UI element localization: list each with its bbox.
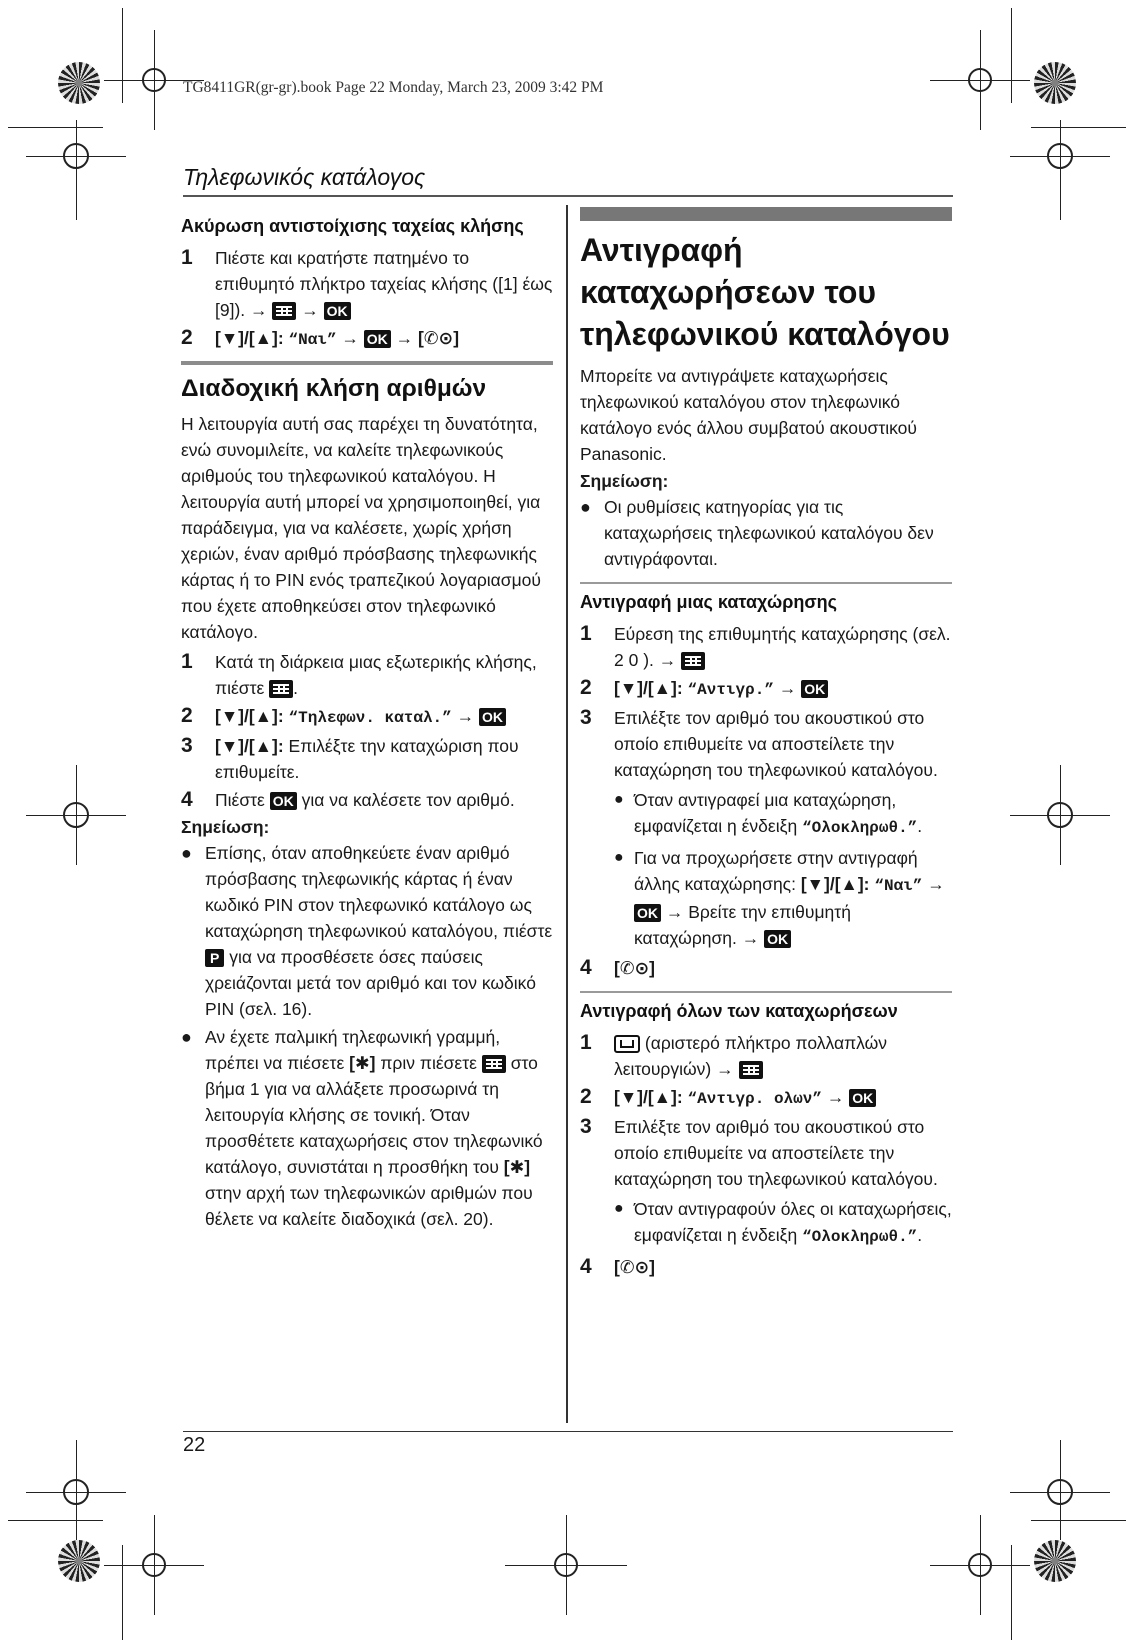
step-text: [▼]/[▲]: “Αντιγρ.” → OK (614, 675, 952, 703)
step-number: 1 (580, 622, 592, 645)
right-column (580, 205, 952, 1282)
left-column (181, 210, 553, 1234)
registration-target-icon (968, 68, 992, 92)
registration-target-icon (1047, 1479, 1073, 1505)
color-wheel-icon (1034, 1540, 1076, 1582)
display-message: “Ολοκληρωθ.” (802, 1228, 918, 1246)
menu-key-icon (482, 1055, 506, 1073)
ok-key-icon: OK (634, 904, 661, 922)
registration-target-icon (63, 1479, 89, 1505)
pause-key-icon: P (205, 949, 224, 967)
off-key-icon: [✆⊙] (614, 1257, 655, 1277)
note-bullet: ● Οι ρυθμίσεις κατηγορίας για τις καταχωρήσεις τηλεφωνικού καταλόγου δεν αντιγράφονται. (580, 494, 952, 572)
navigator-keys: [▼]/[▲]: (614, 678, 683, 698)
step-number: 4 (580, 956, 592, 979)
copy-all-heading: Αντιγραφή όλων των καταχωρήσεων (580, 1001, 898, 1021)
step-item (580, 1114, 952, 1192)
step-item (580, 1084, 952, 1112)
step-number: 3 (580, 706, 592, 729)
step-number: 3 (181, 734, 193, 757)
chain-dial-heading: Διαδοχική κλήση αριθμών (181, 375, 487, 402)
step-text: [▼]/[▲]: Επιλέξτε την καταχώριση που επιθυμείτε. (215, 736, 519, 782)
sub-bullet: ● Όταν αντιγραφεί μια καταχώρηση, εμφανίζεται η ένδειξη “Ολοκληρωθ.”. (614, 787, 952, 841)
section-rule (580, 991, 952, 993)
note-bullet: ● Επίσης, όταν αποθηκεύετε έναν αριθμό πρόσβασης τηλεφωνικής κάρτας ή έναν κωδικό PIN στον τηλεφωνικό κατάλογο ως καταχώρηση τηλεφωνικού καταλόγου, πιέστε P για να προσθέσετε όσες παύσεις χρειάζονται μετά τον αριθμό και τον κωδικό PIN (σελ. 16). (181, 840, 553, 1022)
off-key-icon: [✆⊙] (614, 958, 655, 978)
display-option: “Ναι” (288, 331, 337, 349)
step-item (181, 787, 553, 813)
step-number: 1 (580, 1031, 592, 1054)
registration-target-icon (554, 1553, 578, 1577)
menu-key-icon (272, 302, 296, 320)
navigator-keys: [▼]/[▲]: (215, 706, 284, 726)
color-wheel-icon (1034, 62, 1076, 104)
book-header-line: TG8411GR(gr-gr).book Page 22 Monday, March 23, 2009 3:42 PM (183, 79, 604, 96)
sub-bullet: ● Για να προχωρήσετε στην αντιγραφή άλλης καταχώρησης: [▼]/[▲]: “Ναι” → OK → Βρείτε την επιθυμητή καταχώρηση. → OK (614, 845, 952, 951)
registration-target-icon (968, 1553, 992, 1577)
ok-key-icon: OK (324, 302, 351, 320)
registration-target-icon (63, 143, 89, 169)
step-text: [▼]/[▲]: “Αντιγρ. ολων” → OK (614, 1084, 952, 1112)
copy-one-heading: Αντιγραφή μιας καταχώρησης (580, 592, 837, 612)
display-message: “Ολοκληρωθ.” (802, 819, 918, 837)
ok-key-icon: OK (479, 708, 506, 726)
off-key-icon: [✆⊙] (418, 328, 460, 348)
step-item (580, 621, 952, 673)
column-divider (566, 205, 568, 1423)
ok-key-icon: OK (849, 1089, 876, 1107)
registration-target-icon (63, 802, 89, 828)
ok-key-icon: OK (801, 680, 828, 698)
note-bullet: ● Αν έχετε παλμική τηλεφωνική γραμμή, πρέπει να πιέσετε [✱] πριν πιέσετε στο βήμα 1 για να αλλάξετε προσωρινά τη λειτουργία κλήσης σε τονική. Όταν προσθέτετε καταχωρήσεις στον τηλεφωνικό κατάλογο, συνιστάται η προσθήκη του [✱] στην αρχή των τηλεφωνικών αριθμών που θέλετε να καλείτε διαδοχικά (σελ. 20). (181, 1024, 553, 1232)
color-wheel-icon (58, 1540, 100, 1582)
step-number: 2 (181, 326, 193, 349)
registration-target-icon (1047, 143, 1073, 169)
step-text: Πιέστε και κρατήστε πατημένο το επιθυμητό πλήκτρο ταχείας κλήσης ([1] έως [9]). → → OK (215, 248, 553, 320)
bullet-icon: ● (614, 1200, 624, 1217)
step-text: [▼]/[▲]: “Τηλεφων. καταλ.” → OK (215, 703, 553, 731)
sub-bullet: ● Όταν αντιγραφούν όλες οι καταχωρήσεις, εμφανίζεται η ένδειξη “Ολοκληρωθ.”. (614, 1196, 952, 1250)
color-wheel-icon (58, 62, 100, 104)
step-number: 1 (181, 246, 193, 269)
step-text: Κατά τη διάρκεια μιας εξωτερικής κλήσης, πιέστε . (215, 652, 537, 698)
page-number: 22 (183, 1434, 206, 1456)
step-text: Επιλέξτε τον αριθμό του ακουστικού στο οποίο επιθυμείτε να αποστείλετε την καταχώρηση του τηλεφωνικού καταλόγου. (614, 1117, 938, 1189)
step-number: 4 (580, 1255, 592, 1278)
star-key-icon: [✱] (503, 1157, 531, 1177)
navigator-keys: [▼]/[▲]: (215, 328, 284, 348)
navigator-keys: [▼]/[▲]: (614, 1087, 683, 1107)
copy-entries-heading: Αντιγραφή καταχωρήσεων του τηλεφωνικού καταλόγου (580, 232, 950, 352)
menu-key-icon (269, 680, 293, 698)
step-item (181, 245, 553, 323)
step-item (181, 733, 553, 785)
registration-target-icon (142, 1553, 166, 1577)
star-key-icon: [✱] (349, 1053, 376, 1073)
step-number: 2 (580, 1085, 592, 1108)
heading-bar (580, 207, 952, 221)
display-option: “Ναι” (874, 877, 923, 895)
bullet-icon: ● (614, 791, 624, 808)
step-item (181, 703, 553, 731)
step-text: [▼]/[▲]: “Ναι” → OK → [✆⊙] (215, 328, 460, 349)
step-number: 1 (181, 650, 193, 673)
bullet-icon: ● (181, 1027, 192, 1047)
bottom-rule (183, 1431, 953, 1432)
step-number: 2 (181, 704, 193, 727)
step-text: Επιλέξτε τον αριθμό του ακουστικού στο οποίο επιθυμείτε να αποστείλετε την καταχώρηση του τηλεφωνικού καταλόγου. (614, 708, 938, 780)
note-label: Σημείωση: (580, 471, 669, 491)
step-text: (αριστερό πλήκτρο πολλαπλών λειτουργιών) → (614, 1033, 888, 1079)
section-rule (580, 582, 952, 584)
ok-key-icon: OK (364, 330, 391, 348)
bullet-icon: ● (580, 497, 591, 517)
step-text: Εύρεση της επιθυμητής καταχώρησης (σελ. 2 0 ). → (614, 624, 951, 670)
step-item (580, 1254, 952, 1280)
step-item (580, 955, 952, 981)
step-text: Πιέστε OK για να καλέσετε τον αριθμό. (215, 790, 515, 810)
registration-target-icon (1047, 802, 1073, 828)
display-option: “Τηλεφων. καταλ.” (288, 709, 452, 727)
step-number: 2 (580, 676, 592, 699)
top-rule (183, 195, 953, 197)
ok-key-icon: OK (764, 930, 791, 948)
step-item (580, 705, 952, 783)
navigator-keys: [▼]/[▲]: (215, 736, 284, 756)
navigator-keys: [▼]/[▲]: (800, 874, 870, 894)
menu-key-icon (681, 652, 705, 670)
section-rule (181, 361, 553, 365)
cancel-speed-dial-heading: Ακύρωση αντιστοίχισης ταχείας κλήσης (181, 216, 524, 236)
step-item (580, 1030, 952, 1082)
step-item (181, 649, 553, 701)
ok-key-icon: OK (270, 792, 297, 810)
step-item (181, 325, 553, 353)
step-item (580, 675, 952, 703)
copy-entries-intro: Μπορείτε να αντιγράψετε καταχωρήσεις τηλεφωνικού καταλόγου στον τηλεφωνικό κατάλογο ενός άλλου συμβατού ακουστικού Panasonic. (580, 366, 917, 464)
bullet-icon: ● (614, 849, 624, 866)
chain-dial-intro: Η λειτουργία αυτή σας παρέχει τη δυνατότητα, ενώ συνομιλείτε, να καλείτε τηλεφωνικούς αριθμούς του τηλεφωνικού καταλόγου. Η λειτουργία αυτή μπορεί να χρησιμοποιηθεί, για παράδειγμα, για να καλέσετε, χωρίς χρήση χεριών, έναν αριθμό πρόσβασης τηλεφωνικής κάρτας ή το PIN ενός τραπεζικού λογαριασμού που έχετε αποθηκεύσει στον τηλεφωνικό κατάλογο. (181, 414, 541, 642)
display-option: “Αντιγρ. ολων” (687, 1090, 822, 1108)
registration-target-icon (142, 68, 166, 92)
soft-key-icon (614, 1035, 640, 1053)
section-title: Τηλεφωνικός κατάλογος (183, 164, 426, 190)
note-label: Σημείωση: (181, 817, 270, 837)
menu-key-icon (739, 1061, 763, 1079)
display-option: “Αντιγρ.” (687, 681, 774, 699)
step-number: 3 (580, 1115, 592, 1138)
step-number: 4 (181, 788, 193, 811)
bullet-icon: ● (181, 843, 192, 863)
